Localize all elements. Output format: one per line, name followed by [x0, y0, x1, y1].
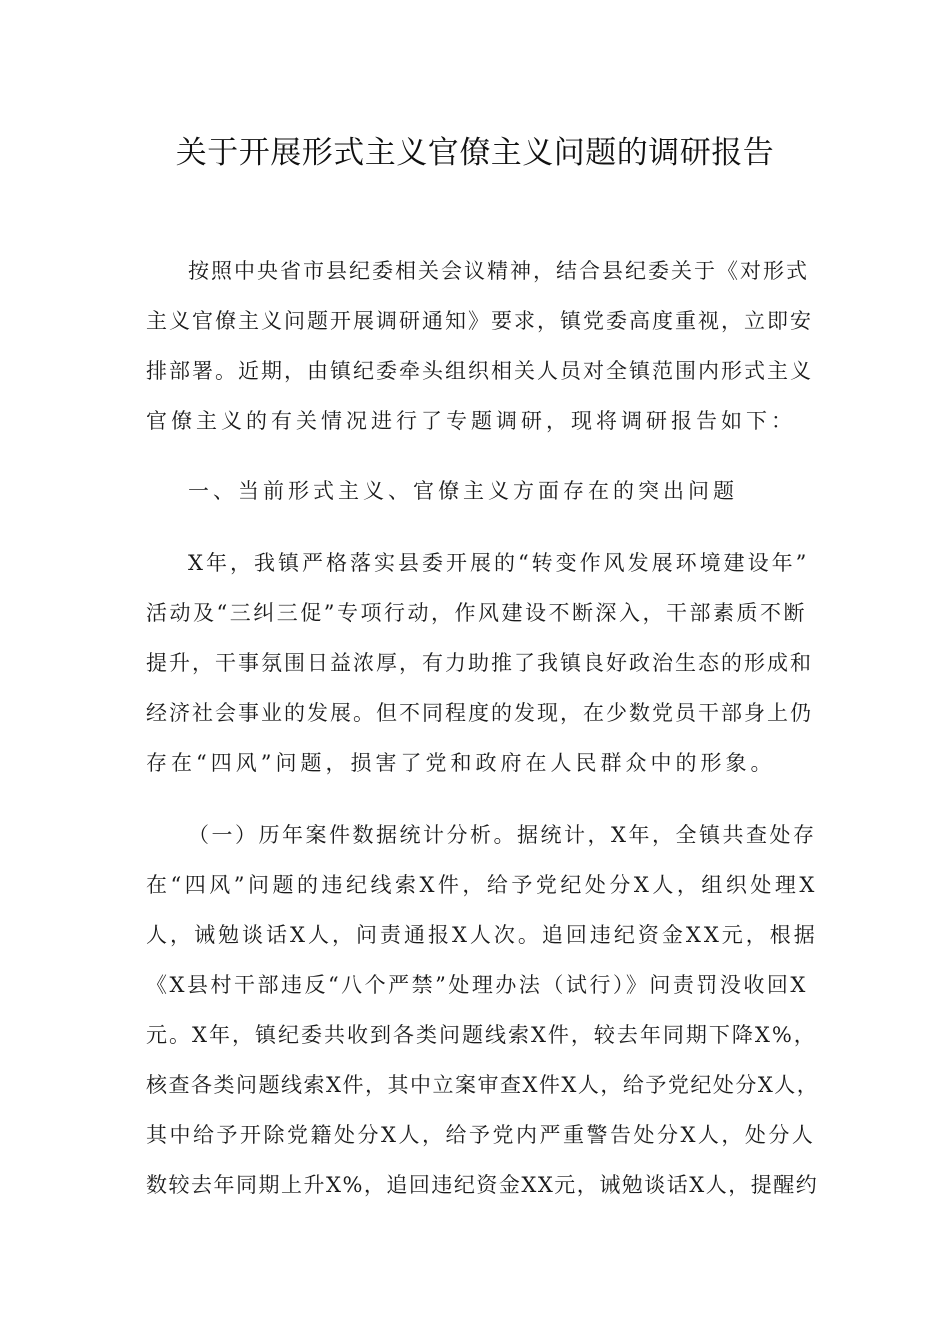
paragraph-line: 存在“四风”问题，损害了党和政府在人民群众中的形象。 [146, 751, 776, 775]
paragraph-line: 排部署。近期，由镇纪委牵头组织相关人员对全镇范围内形式主义 [146, 359, 813, 383]
paragraph-line: 其中给予开除党籍处分X人，给予党内严重警告处分X人，处分人 [146, 1123, 816, 1147]
paragraph-line: 人，诫勉谈话X人，问责通报X人次。追回违纪资金XX元，根据 [146, 923, 818, 947]
paragraph-line: 数较去年同期上升X%，追回违纪资金XX元，诫勉谈话X人，提醒约 [146, 1173, 819, 1197]
paragraph-line: 主义官僚主义问题开展调研通知》要求，镇党委高度重视，立即安 [146, 309, 813, 333]
section-heading: 一、当前形式主义、官僚主义方面存在的突出问题 [188, 479, 738, 503]
paragraph-line: 官僚主义的有关情况进行了专题调研，现将调研报告如下： [146, 409, 796, 433]
document-title: 关于开展形式主义官僚主义问题的调研报告 [175, 135, 775, 171]
paragraph-line: 经济社会事业的发展。但不同程度的发现，在少数党员干部身上仍 [146, 701, 813, 725]
paragraph-line: 核查各类问题线索X件，其中立案审查X件X人，给予党纪处分X人， [146, 1073, 820, 1097]
subsection-line: （一）历年案件数据统计分析。据统计，X年，全镇共查处存 [188, 823, 817, 847]
paragraph-line: X年，我镇严格落实县委开展的“转变作风发展环境建设年” [188, 551, 810, 575]
paragraph-line: 在“四风”问题的违纪线索X件，给予党纪处分X人，组织处理X [146, 873, 818, 897]
paragraph-line: 按照中央省市县纪委相关会议精神，结合县纪委关于《对形式 [188, 259, 809, 283]
paragraph-line: 《X县村干部违反“八个严禁”处理办法（试行）》问责罚没收回X [146, 973, 808, 997]
paragraph-line: 活动及“三纠三促”专项行动，作风建设不断深入，干部素质不断 [146, 601, 807, 625]
paragraph-line: 元。X年，镇纪委共收到各类问题线索X件，较去年同期下降X%， [146, 1023, 817, 1047]
paragraph-line: 提升，干事氛围日益浓厚，有力助推了我镇良好政治生态的形成和 [146, 651, 813, 675]
